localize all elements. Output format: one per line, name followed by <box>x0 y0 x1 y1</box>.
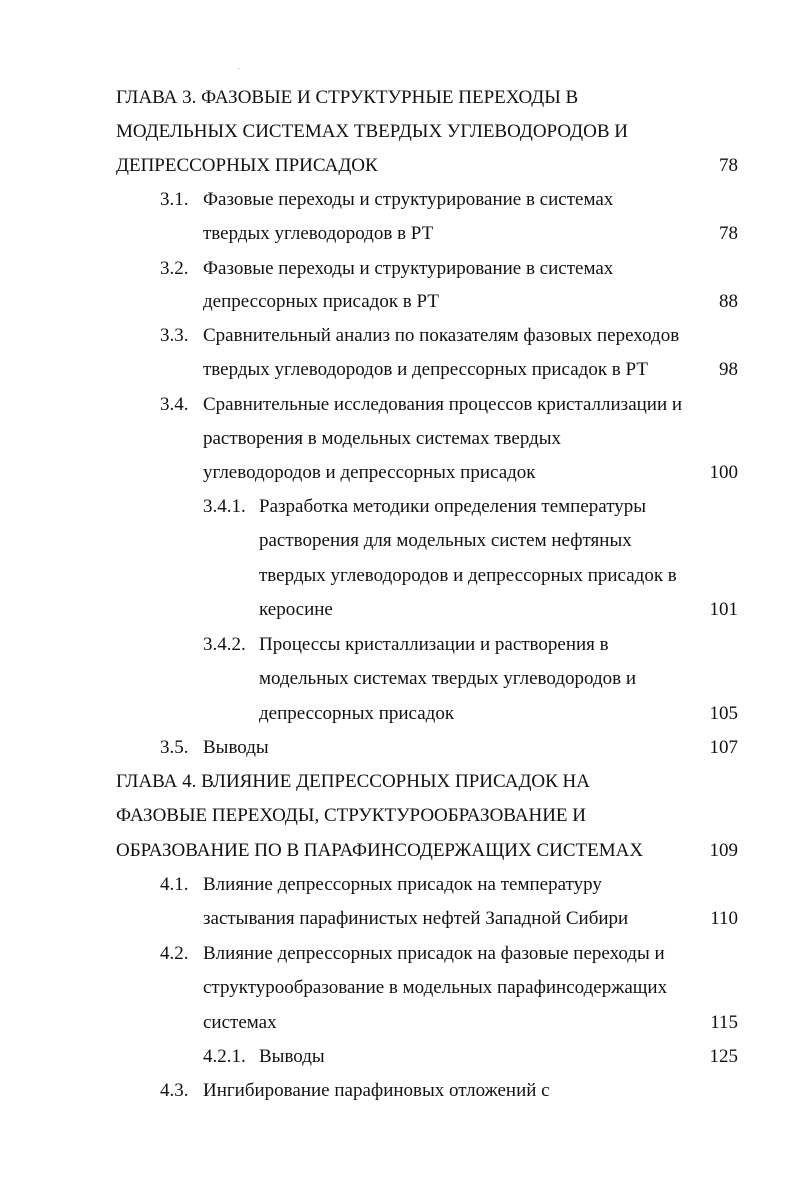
toc-number: 3.3. <box>160 325 189 346</box>
toc-page-number: 78 <box>719 223 738 244</box>
toc-line: растворения в модельных системах твердых <box>203 428 562 449</box>
scan-speck <box>238 68 240 69</box>
toc-line: твердых углеводородов и депрессорных присадок в РТ <box>203 359 648 380</box>
toc-page-number: 109 <box>709 840 738 861</box>
toc-line: депрессорных присадок <box>259 703 455 724</box>
toc-line: Фазовые переходы и структурирование в системах <box>203 189 614 210</box>
toc-number: 4.2. <box>160 943 189 964</box>
toc-page-number: 98 <box>719 359 738 380</box>
toc-line: МОДЕЛЬНЫХ СИСТЕМАХ ТВЕРДЫХ УГЛЕВОДОРОДОВ И <box>116 121 628 142</box>
toc-line: Процессы кристаллизации и растворения в <box>259 634 609 655</box>
toc-number: 3.1. <box>160 189 189 210</box>
toc-number: 3.4. <box>160 394 189 415</box>
toc-number: 4.3. <box>160 1080 189 1101</box>
toc-line: углеводородов и депрессорных присадок <box>203 462 536 483</box>
toc-number: 4.2.1. <box>203 1046 246 1067</box>
toc-line: Выводы <box>259 1046 325 1067</box>
toc-page-number: 100 <box>709 462 738 483</box>
toc-line: ДЕПРЕССОРНЫХ ПРИСАДОК <box>116 155 378 176</box>
toc-page-number: 125 <box>709 1046 738 1067</box>
toc-line: Ингибирование парафиновых отложений с <box>203 1080 550 1101</box>
toc-line: керосине <box>259 599 333 620</box>
toc-page-number: 88 <box>719 291 738 312</box>
toc-page-number: 115 <box>710 1012 738 1033</box>
toc-line: ОБРАЗОВАНИЕ ПО В ПАРАФИНСОДЕРЖАЩИХ СИСТЕМАХ <box>116 840 644 861</box>
toc-line: ФАЗОВЫЕ ПЕРЕХОДЫ, СТРУКТУРООБРАЗОВАНИЕ И <box>116 805 587 826</box>
toc-line: ГЛАВА 4. ВЛИЯНИЕ ДЕПРЕССОРНЫХ ПРИСАДОК НА <box>116 771 590 792</box>
toc-number: 3.4.2. <box>203 634 246 655</box>
toc-number: 4.1. <box>160 874 189 895</box>
toc-page-number: 110 <box>710 908 738 929</box>
toc-number: 3.4.1. <box>203 496 246 517</box>
toc-number: 3.5. <box>160 737 189 758</box>
toc-line: депрессорных присадок в РТ <box>203 291 439 312</box>
toc-page-number: 107 <box>709 737 738 758</box>
toc-line: системах <box>203 1012 277 1033</box>
toc-line: Влияние депрессорных присадок на температуру <box>203 874 602 895</box>
toc-number: 3.2. <box>160 258 189 279</box>
toc-line: Сравнительный анализ по показателям фазовых переходов <box>203 325 680 346</box>
toc-page-number: 105 <box>709 703 738 724</box>
toc-line: модельных системах твердых углеводородов и <box>259 668 636 689</box>
toc-line: растворения для модельных систем нефтяных <box>259 530 632 551</box>
toc-line: твердых углеводородов и депрессорных присадок в <box>259 565 677 586</box>
toc-page-number: 101 <box>709 599 738 620</box>
toc-line: ГЛАВА 3. ФАЗОВЫЕ И СТРУКТУРНЫЕ ПЕРЕХОДЫ В <box>116 87 579 108</box>
toc-page-number: 78 <box>719 155 738 176</box>
toc-line: Фазовые переходы и структурирование в системах <box>203 258 614 279</box>
toc-line: твердых углеводородов в РТ <box>203 223 434 244</box>
toc-line: Выводы <box>203 737 269 758</box>
toc-line: Влияние депрессорных присадок на фазовые переходы и <box>203 943 665 964</box>
toc-line: застывания парафинистых нефтей Западной Сибири <box>203 908 629 929</box>
toc-line: Разработка методики определения температуры <box>259 496 647 517</box>
toc-line: структурообразование в модельных парафинсодержащих <box>203 977 668 998</box>
toc-line: Сравнительные исследования процессов кристаллизации и <box>203 394 683 415</box>
